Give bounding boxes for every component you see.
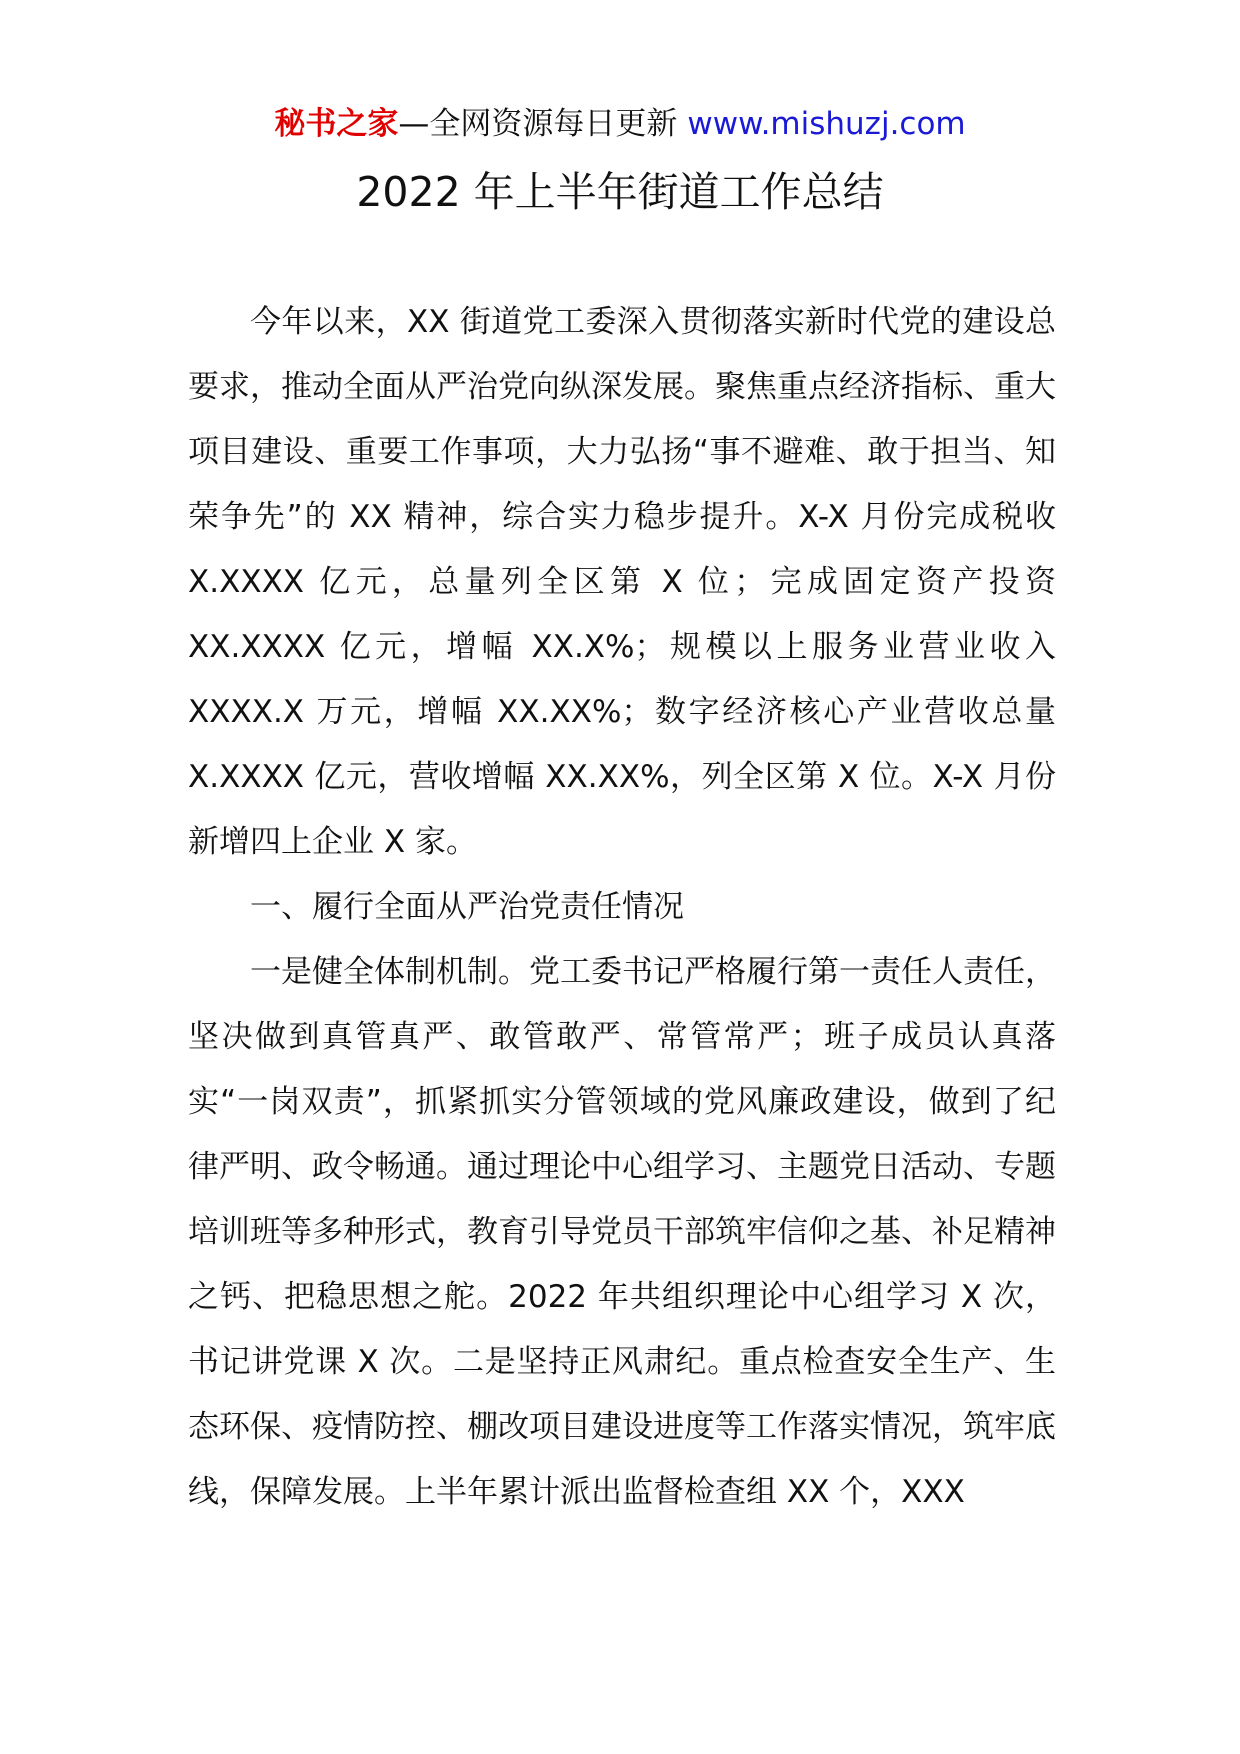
section-heading: 一、履行全面从严治党责任情况: [250, 889, 684, 925]
header-tagline: —全网资源每日更新: [398, 106, 678, 142]
document-body: [188, 290, 1056, 1525]
intro-paragraph: 今年以来，XX 街道党工委深入贯彻落实新时代党的建设总要求，推动全面从严治党向纵深发展。聚焦重点经济指标、重大项目建设、重要工作事项，大力弘扬“事不避难、敢于担当、知荣争先”的 XX 精神，综合实力稳步提升。X-X 月份完成税收 X.XXXX 亿元，总量列全区第 X 位；完成固定资产投资 XX.XXXX 亿元，增幅 XX.X%；规模以上服务业营业收入 XXXX.X 万元，增幅 XX.XX%；数字经济核心产业营收总量 X.XXXX 亿元，营收增幅 XX.XX%，列全区第 X 位。X-X 月份新增四上企业 X 家。: [188, 304, 1056, 860]
section-paragraph: 一是健全体制机制。党工委书记严格履行第一责任人责任，坚决做到真管真严、敢管敢严、常管常严；班子成员认真落实“一岗双责”，抓紧抓实分管领域的党风廉政建设，做到了纪律严明、政令畅通。通过理论中心组学习、主题党日活动、专题培训班等多种形式，教育引导党员干部筑牢信仰之基、补足精神之钙、把稳思想之舵。2022 年共组织理论中心组学习 X 次，书记讲党课 X 次。二是坚持正风肃纪。重点检查安全生产、生态环保、疫情防控、棚改项目建设进度等工作落实情况，筑牢底线，保障发展。上半年累计派出监督检查组 XX 个，XXX: [188, 954, 1056, 1510]
site-url: www.mishuzj.com: [687, 106, 966, 142]
site-header: [0, 100, 1240, 148]
brand-name: 秘书之家: [274, 106, 399, 142]
document-title: 2022 年上半年街道工作总结: [356, 168, 884, 216]
